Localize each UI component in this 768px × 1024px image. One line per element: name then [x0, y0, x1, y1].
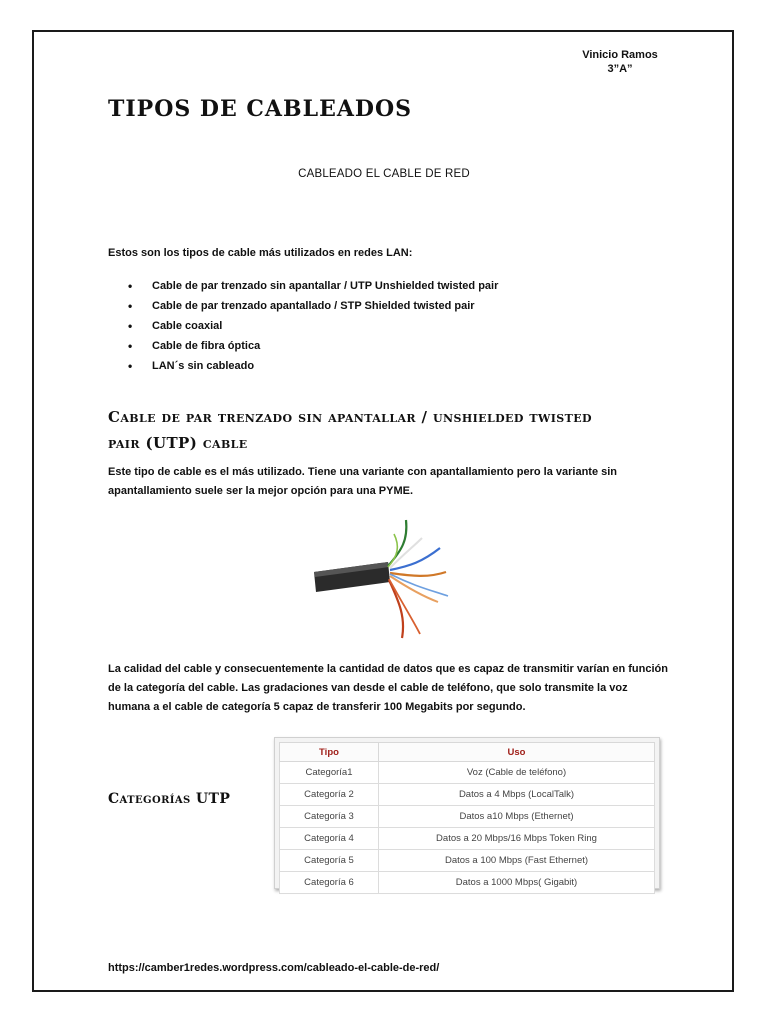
- utp-categories-table-image: [274, 737, 660, 889]
- table-header-row: [280, 743, 655, 762]
- source-link[interactable]: https://camber1redes.wordpress.com/cableado-el-cable-de-red/: [108, 962, 440, 974]
- table-cell-uso: Voz (Cable de teléfono): [379, 762, 655, 784]
- table-cell-uso: Datos a 100 Mbps (Fast Ethernet): [379, 850, 655, 872]
- column-header-tipo: Tipo: [280, 743, 379, 762]
- table-row: [280, 872, 655, 894]
- table-row: [280, 828, 655, 850]
- table-cell-tipo: Categoría 6: [280, 872, 379, 894]
- author-group: 3”A”: [607, 63, 633, 75]
- table-cell-tipo: Categoría1: [280, 762, 379, 784]
- table-cell-tipo: Categoría 3: [280, 806, 379, 828]
- paragraph-utp-description: Este tipo de cable es el más utilizado. Tiene una variante con apantallamiento pero la variante sin apantallamiento suele ser la mejor opción para una PYME.: [108, 466, 618, 497]
- table-row: [280, 850, 655, 872]
- categories-heading: Categorías UTP: [108, 791, 231, 807]
- table-cell-uso: Datos a10 Mbps (Ethernet): [379, 806, 655, 828]
- section-heading-utp: Cable de par trenzado sin apantallar / unshielded twisted pair (UTP) cable: [108, 408, 592, 452]
- document-title: TIPOS DE CABLEADOS: [108, 96, 413, 122]
- table-cell-tipo: Categoría 2: [280, 784, 379, 806]
- table-row: [280, 762, 655, 784]
- list-item: • Cable de fibra óptica: [108, 336, 498, 356]
- list-item: • Cable de par trenzado sin apantallar / UTP Unshielded twisted pair: [108, 276, 498, 296]
- table-row: [280, 784, 655, 806]
- paragraph-categories: La calidad del cable y consecuentemente la cantidad de datos que es capaz de transmitir varían en función de la categoría del cable. Las gradaciones van desde el cable de teléfono, que solo transmite la voz humana a el cable de categoría 5 capaz de transferir 100 Megabits por segundo.: [108, 663, 668, 713]
- utp-cable-image: [310, 510, 455, 650]
- table-cell-tipo: Categoría 4: [280, 828, 379, 850]
- table-cell-uso: Datos a 20 Mbps/16 Mbps Token Ring: [379, 828, 655, 850]
- document-subtitle: CABLEADO EL CABLE DE RED: [298, 168, 470, 180]
- author-block: [540, 48, 700, 76]
- utp-categories-table: [279, 742, 655, 894]
- cable-types-list: [108, 276, 498, 376]
- table-row: [280, 806, 655, 828]
- table-cell-uso: Datos a 4 Mbps (LocalTalk): [379, 784, 655, 806]
- intro-text: Estos son los tipos de cable más utilizados en redes LAN:: [108, 247, 413, 259]
- list-item: • Cable coaxial: [108, 316, 498, 336]
- column-header-uso: Uso: [379, 743, 655, 762]
- list-item: • LAN´s sin cableado: [108, 356, 498, 376]
- author-name: Vinicio Ramos: [582, 49, 658, 61]
- list-item: • Cable de par trenzado apantallado / STP Shielded twisted pair: [108, 296, 498, 316]
- table-cell-tipo: Categoría 5: [280, 850, 379, 872]
- table-cell-uso: Datos a 1000 Mbps( Gigabit): [379, 872, 655, 894]
